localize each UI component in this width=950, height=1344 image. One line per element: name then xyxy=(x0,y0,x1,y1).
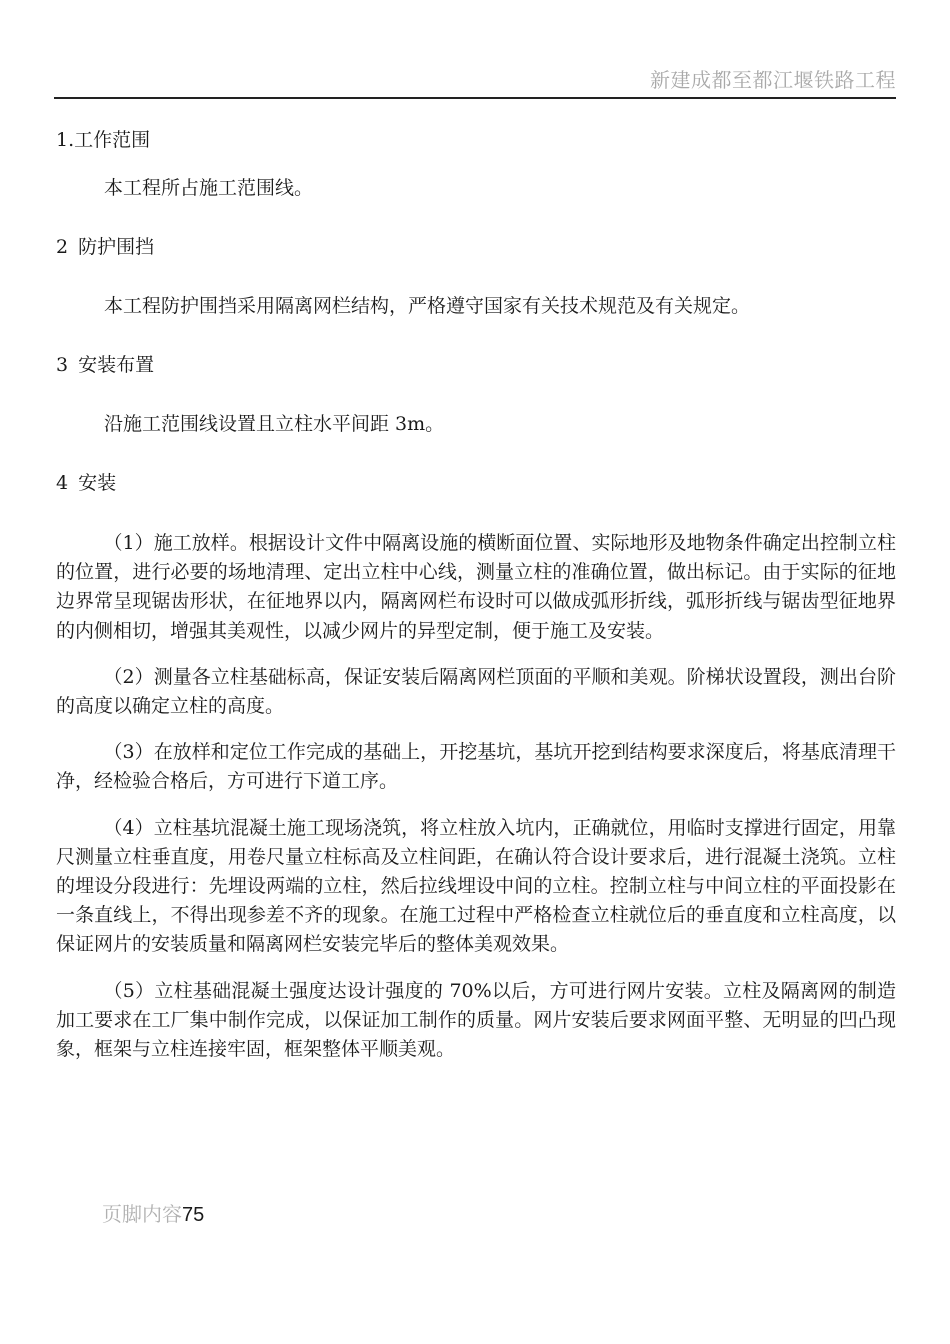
document-body xyxy=(56,122,896,1064)
install-step-paragraph: （3）在放样和定位工作完成的基础上，开挖基坑，基坑开挖到结构要求深度后，将基底清理干净，经检验合格后，方可进行下道工序。 xyxy=(56,741,896,793)
section-heading-scope xyxy=(56,122,896,158)
section-paragraph-fencing: 本工程防护围挡采用隔离网栏结构，严格遵守国家有关技术规范及有关规定。 xyxy=(104,295,751,317)
section-number: 2 xyxy=(56,236,69,258)
section-number: 4 xyxy=(56,472,69,494)
install-step-paragraph: （1）施工放样。根据设计文件中隔离设施的横断面位置、实际地形及地物条件确定出控制立柱的位置，进行必要的场地清理、定出立柱中心线，测量立柱的准确位置，做出标记。由于实际的征地边界常呈现锯齿形状，在征地界以内，隔离网栏布设时可以做成弧形折线，弧形折线与锯齿型征地界的内侧相切，增强其美观性，以减少网片的异型定制，便于施工及安装。 xyxy=(56,532,896,642)
page-header-title: 新建成都至都江堰铁路工程 xyxy=(650,68,896,92)
section-title: 防护围挡 xyxy=(78,236,155,258)
section-paragraph-scope: 本工程所占施工范围线。 xyxy=(104,177,314,199)
section-title: 安装 xyxy=(78,472,117,494)
header-divider xyxy=(54,97,896,99)
section-number: 3 xyxy=(56,354,69,376)
section-heading-fencing xyxy=(56,229,896,265)
page-footer xyxy=(102,1198,204,1227)
install-step-paragraph: （4）立柱基坑混凝土施工现场浇筑，将立柱放入坑内，正确就位，用临时支撑进行固定，用靠尺测量立柱垂直度，用卷尺量立柱标高及立柱间距，在确认符合设计要求后，进行混凝土浇筑。立柱的埋设分段进行：先埋设两端的立柱，然后拉线埋设中间的立柱。控制立柱与中间立柱的平面投影在一条直线上，不得出现参差不齐的现象。在施工过程中严格检查立柱就位后的垂直度和立柱高度，以保证网片的安装质量和隔离网栏安装完毕后的整体美观效果。 xyxy=(56,816,896,956)
section-title: 安装布置 xyxy=(78,354,155,376)
section-heading-layout xyxy=(56,347,896,383)
section-title: 工作范围 xyxy=(74,129,151,151)
page-number: 75 xyxy=(182,1204,205,1226)
footer-label: 页脚内容 xyxy=(102,1202,182,1226)
install-step-paragraph: （2）测量各立柱基础标高，保证安装后隔离网栏顶面的平顺和美观。阶梯状设置段，测出台阶的高度以确定立柱的高度。 xyxy=(56,665,896,718)
section-number: 1. xyxy=(56,129,75,151)
section-heading-installation xyxy=(56,465,896,501)
install-step-paragraph: （5）立柱基础混凝土强度达设计强度的 70%以后，方可进行网片安装。立柱及隔离网的制造加工要求在工厂集中制作完成，以保证加工制作的质量。网片安装后要求网面平整、无明显的凹凸现象，框架与立柱连接牢固，框架整体平顺美观。 xyxy=(56,979,896,1061)
section-paragraph-layout: 沿施工范围线设置且立柱水平间距 3m。 xyxy=(104,413,445,435)
